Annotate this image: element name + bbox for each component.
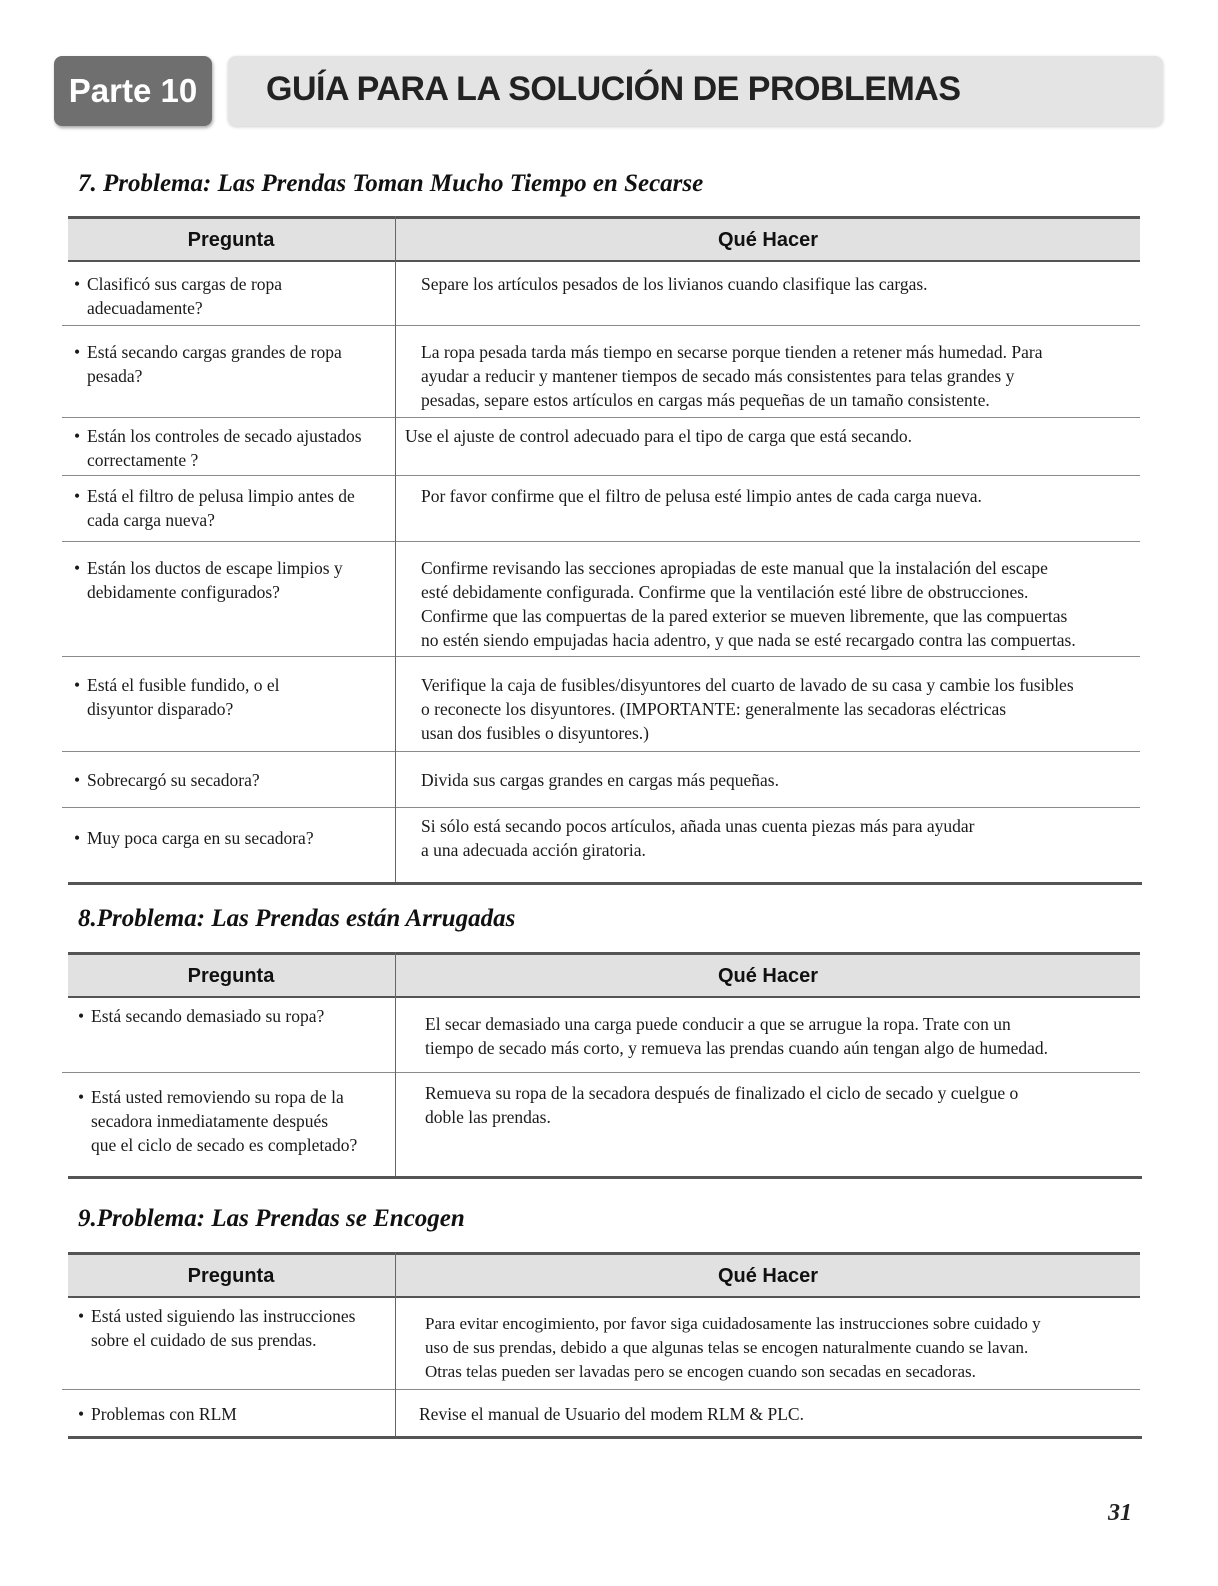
question-line: secadora inmediatamente después — [91, 1111, 329, 1131]
question-line: Clasificó sus cargas de ropa — [87, 274, 283, 294]
bullet-icon: • — [74, 675, 81, 695]
action-cell — [405, 424, 1135, 448]
action-line: Si sólo está secando pocos artículos, añada unas cuenta piezas más para ayudar — [421, 816, 975, 836]
question-line: disyuntor disparado? — [87, 699, 234, 719]
action-cell — [419, 1402, 1149, 1426]
section-title: 9.Problema: Las Prendas se Encogen — [78, 1205, 465, 1232]
question-cell — [74, 768, 396, 792]
bullet-icon: • — [74, 342, 81, 362]
question-line: cada carga nueva? — [87, 510, 215, 530]
action-line: Remueva su ropa de la secadora después de finalizado el ciclo de secado y cuelgue o — [425, 1083, 1019, 1103]
bullet-icon: • — [78, 1306, 85, 1326]
action-line: La ropa pesada tarda más tiempo en secarse porque tienden a retener más humedad. Para — [421, 342, 1043, 362]
question-line: Está el filtro de pelusa limpio antes de — [87, 486, 355, 506]
bullet-icon: • — [74, 274, 81, 294]
page-number: 31 — [1108, 1500, 1132, 1526]
table-header — [68, 952, 1140, 998]
table-bottom-rule — [68, 1176, 1142, 1179]
column-header-question: Pregunta — [187, 1265, 275, 1287]
question-line: Están los ductos de escape limpios y — [87, 558, 343, 578]
action-line: o reconecte los disyuntores. (IMPORTANTE: generalmente las secadoras eléctricas — [421, 699, 1007, 719]
action-cell — [425, 1081, 1155, 1129]
question-line: Están los controles de secado ajustados — [87, 426, 362, 446]
question-cell — [78, 1004, 400, 1028]
bullet-icon: • — [74, 486, 81, 506]
table-row — [62, 1073, 1140, 1176]
action-line: Otras telas pueden ser lavadas pero se encogen cuando son secadas en secadoras. — [425, 1362, 976, 1381]
action-cell — [421, 272, 1151, 296]
action-line: Use el ajuste de control adecuado para el tipo de carga que está secando. — [405, 426, 912, 446]
question-cell — [74, 484, 396, 532]
column-header-action: Qué Hacer — [717, 1265, 819, 1287]
action-line: Confirme que las compuertas de la pared exterior se mueven libremente, que las compuertas — [421, 606, 1068, 626]
question-cell — [74, 272, 396, 320]
action-line: usan dos fusibles o disyuntores.) — [421, 723, 649, 743]
section-title: 8.Problema: Las Prendas están Arrugadas — [78, 905, 516, 932]
bullet-icon: • — [74, 426, 81, 446]
question-line: correctamente ? — [87, 450, 199, 470]
action-line: uso de sus prendas, debido a que algunas telas se encogen naturalmente cuando se lavan. — [425, 1338, 1029, 1357]
table-row — [62, 998, 1140, 1073]
question-line: Está el fusible fundido, o el — [87, 675, 280, 695]
question-cell — [74, 673, 396, 721]
action-cell — [421, 556, 1151, 652]
question-cell — [74, 340, 396, 388]
title-banner — [228, 56, 1163, 126]
question-cell — [74, 556, 396, 604]
question-line: sobre el cuidado de sus prendas. — [91, 1330, 317, 1350]
column-header-action: Qué Hacer — [717, 965, 819, 987]
page-title: GUÍA PARA LA SOLUCIÓN DE PROBLEMAS — [266, 70, 961, 108]
question-cell — [78, 1304, 400, 1352]
column-divider — [395, 216, 396, 882]
action-line: El secar demasiado una carga puede conducir a que se arrugue la ropa. Trate con un — [425, 1014, 1011, 1034]
question-line: Muy poca carga en su secadora? — [87, 828, 314, 848]
table-row — [62, 326, 1140, 418]
column-header-action: Qué Hacer — [717, 229, 819, 251]
question-cell — [78, 1402, 400, 1426]
action-line: Verifique la caja de fusibles/disyuntores del cuarto de lavado de su casa y cambie los fusibles — [421, 675, 1074, 695]
table-bottom-rule — [68, 1436, 1142, 1439]
table-row — [62, 418, 1140, 476]
column-header-question: Pregunta — [187, 229, 275, 251]
question-cell — [78, 1085, 400, 1157]
action-cell — [421, 768, 1151, 792]
bullet-icon: • — [74, 770, 81, 790]
action-line: Para evitar encogimiento, por favor siga cuidadosamente las instrucciones sobre cuidado y — [425, 1314, 1041, 1333]
action-line: doble las prendas. — [425, 1107, 551, 1127]
table-row — [62, 657, 1140, 752]
action-line: pesadas, separe estos artículos en cargas más pequeñas de un tamaño consistente. — [421, 390, 990, 410]
question-line: Está secando cargas grandes de ropa — [87, 342, 342, 362]
table-header — [68, 1252, 1140, 1298]
action-cell — [421, 340, 1151, 412]
bullet-icon: • — [78, 1404, 85, 1424]
question-line: pesada? — [87, 366, 143, 386]
action-line: no estén siendo empujadas hacia adentro, y que nada se esté recargado contra las compuertas. — [421, 630, 1076, 650]
table-row — [62, 1298, 1140, 1390]
table-row — [62, 808, 1140, 882]
question-line: Está usted removiendo su ropa de la — [91, 1087, 344, 1107]
action-line: tiempo de secado más corto, y remueva las prendas cuando aún tengan algo de humedad. — [425, 1038, 1048, 1058]
table-row — [62, 476, 1140, 542]
question-line: debidamente configurados? — [87, 582, 280, 602]
column-header-question: Pregunta — [187, 965, 275, 987]
bullet-icon: • — [78, 1006, 85, 1026]
action-cell — [425, 1312, 1155, 1384]
table-bottom-rule — [68, 882, 1142, 885]
bullet-icon: • — [74, 558, 81, 578]
action-line: Por favor confirme que el filtro de pelusa esté limpio antes de cada carga nueva. — [421, 486, 982, 506]
table-row — [62, 542, 1140, 657]
action-cell — [421, 673, 1151, 745]
question-line: Sobrecargó su secadora? — [87, 770, 260, 790]
part-label: Parte 10 — [54, 56, 212, 126]
column-divider — [395, 1252, 396, 1436]
question-line: Problemas con RLM — [91, 1404, 237, 1424]
question-line: Está secando demasiado su ropa? — [91, 1006, 325, 1026]
column-divider — [395, 952, 396, 1176]
question-line: Está usted siguiendo las instrucciones — [91, 1306, 356, 1326]
question-cell — [74, 424, 396, 472]
action-line: Confirme revisando las secciones apropiadas de este manual que la instalación del escape — [421, 558, 1048, 578]
action-line: Divida sus cargas grandes en cargas más pequeñas. — [421, 770, 779, 790]
action-cell — [421, 814, 1151, 862]
question-line: que el ciclo de secado es completado? — [91, 1135, 358, 1155]
page-header — [54, 56, 1164, 126]
action-line: Separe los artículos pesados de los livianos cuando clasifique las cargas. — [421, 274, 928, 294]
question-cell — [74, 826, 396, 850]
action-line: ayudar a reducir y mantener tiempos de secado más consistentes para telas grandes y — [421, 366, 1015, 386]
table-header — [68, 216, 1140, 262]
bullet-icon: • — [78, 1087, 85, 1107]
table-row — [62, 1390, 1140, 1436]
action-line: a una adecuada acción giratoria. — [421, 840, 646, 860]
bullet-icon: • — [74, 828, 81, 848]
table-row — [62, 752, 1140, 808]
question-line: adecuadamente? — [87, 298, 203, 318]
action-line: Revise el manual de Usuario del modem RLM & PLC. — [419, 1404, 804, 1424]
action-cell — [425, 1012, 1155, 1060]
action-line: esté debidamente configurada. Confirme que la ventilación esté libre de obstrucciones. — [421, 582, 1029, 602]
table-row — [62, 262, 1140, 326]
action-cell — [421, 484, 1151, 508]
section-title: 7. Problema: Las Prendas Toman Mucho Tiempo en Secarse — [78, 170, 704, 197]
